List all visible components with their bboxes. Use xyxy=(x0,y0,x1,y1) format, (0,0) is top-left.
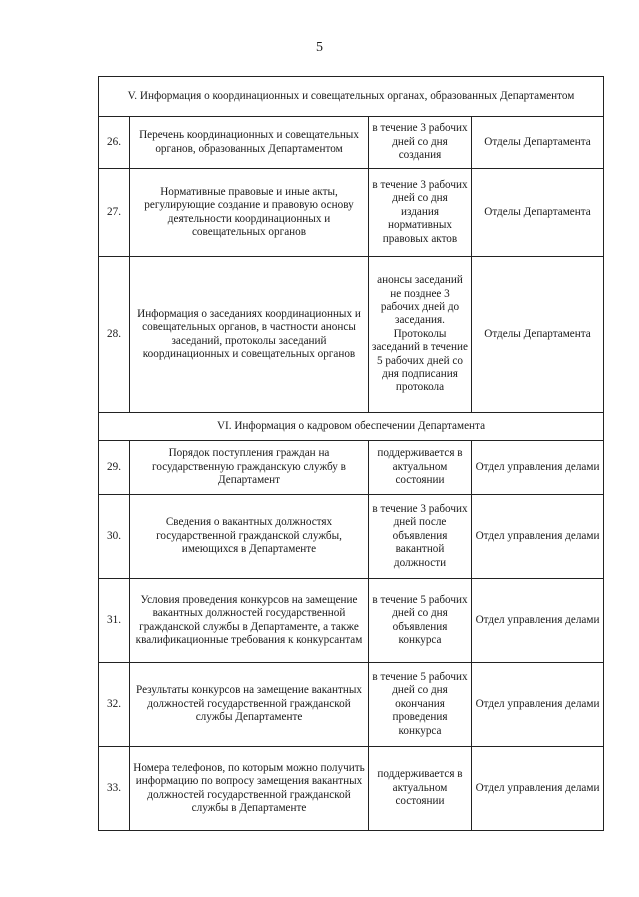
row-number: 28. xyxy=(99,257,130,413)
table-row xyxy=(99,747,604,831)
section-header-row xyxy=(99,413,604,441)
info-cell: Порядок поступления граждан на государственную гражданскую службу в Департамент xyxy=(130,441,369,495)
period-cell: в течение 5 рабочих дней со дня окончания проведения конкурса xyxy=(369,663,472,747)
responsible-cell: Отдел управления делами xyxy=(472,747,604,831)
responsible-cell: Отделы Департамента xyxy=(472,169,604,257)
section-title: VI. Информация о кадровом обеспечении Департамента xyxy=(99,413,604,441)
info-cell: Перечень координационных и совещательных органов, образованных Департаментом xyxy=(130,117,369,169)
responsible-cell: Отдел управления делами xyxy=(472,495,604,579)
table-row xyxy=(99,579,604,663)
table-row xyxy=(99,169,604,257)
table-row xyxy=(99,117,604,169)
info-cell: Сведения о вакантных должностях государственной гражданской службы, имеющихся в Департаменте xyxy=(130,495,369,579)
row-number: 30. xyxy=(99,495,130,579)
responsible-cell: Отделы Департамента xyxy=(472,257,604,413)
responsible-cell: Отдел управления делами xyxy=(472,663,604,747)
row-number: 27. xyxy=(99,169,130,257)
page-number: 5 xyxy=(316,40,323,55)
table-row xyxy=(99,441,604,495)
table-row xyxy=(99,495,604,579)
info-cell: Нормативные правовые и иные акты, регулирующие создание и правовую основу деятельности координационных и совещательных органов xyxy=(130,169,369,257)
disclosure-table xyxy=(98,76,604,831)
row-number: 32. xyxy=(99,663,130,747)
table-row xyxy=(99,663,604,747)
responsible-cell: Отделы Департамента xyxy=(472,117,604,169)
period-cell: анонсы заседаний не позднее 3 рабочих дней до заседания. Протоколы заседаний в течение 5 рабочих дней со дня подписания протокола xyxy=(369,257,472,413)
info-cell: Условия проведения конкурсов на замещение вакантных должностей государственной гражданской службы в Департаменте, а также квалификационные требования к конкурсантам xyxy=(130,579,369,663)
period-cell: в течение 3 рабочих дней со дня издания нормативных правовых актов xyxy=(369,169,472,257)
period-cell: поддерживается в актуальном состоянии xyxy=(369,747,472,831)
row-number: 31. xyxy=(99,579,130,663)
period-cell: в течение 5 рабочих дней со дня объявления конкурса xyxy=(369,579,472,663)
section-header-row xyxy=(99,77,604,117)
period-cell: в течение 3 рабочих дней после объявления вакантной должности xyxy=(369,495,472,579)
info-cell: Результаты конкурсов на замещение вакантных должностей государственной гражданской службы Департаменте xyxy=(130,663,369,747)
responsible-cell: Отдел управления делами xyxy=(472,579,604,663)
table-row xyxy=(99,257,604,413)
period-cell: в течение 3 рабочих дней со дня создания xyxy=(369,117,472,169)
responsible-cell: Отдел управления делами xyxy=(472,441,604,495)
row-number: 29. xyxy=(99,441,130,495)
row-number: 26. xyxy=(99,117,130,169)
period-cell: поддерживается в актуальном состоянии xyxy=(369,441,472,495)
info-cell: Информация о заседаниях координационных и совещательных органов, в частности анонсы заседаний, протоколы заседаний координационных и совещательных органов xyxy=(130,257,369,413)
info-cell: Номера телефонов, по которым можно получить информацию по вопросу замещения вакантных должностей государственной гражданской службы в Департаменте xyxy=(130,747,369,831)
row-number: 33. xyxy=(99,747,130,831)
section-title: V. Информация о координационных и совещательных органах, образованных Департаментом xyxy=(99,77,604,117)
